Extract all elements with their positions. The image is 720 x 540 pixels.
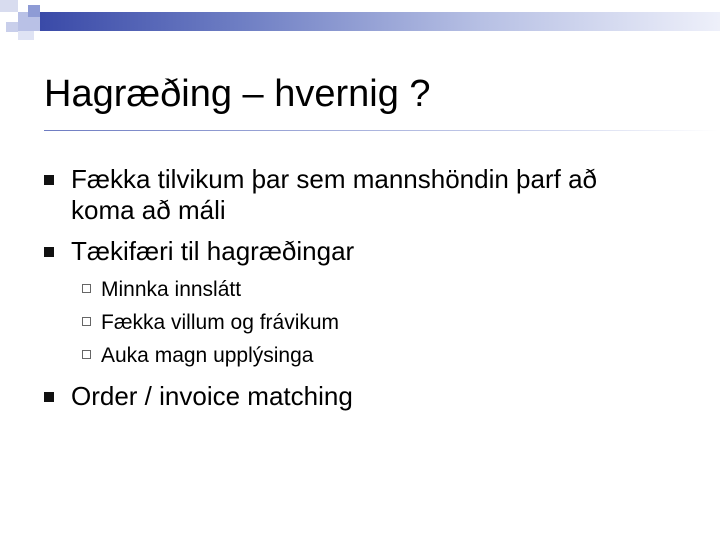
slide-title: Hagræðing – hvernig ? bbox=[44, 73, 431, 115]
square-bullet-icon bbox=[44, 392, 54, 402]
hollow-square-bullet-icon bbox=[82, 284, 91, 293]
header-square bbox=[6, 22, 18, 32]
sub-bullet-text: Minnka innslátt bbox=[101, 278, 242, 301]
header-gradient-band bbox=[40, 12, 720, 31]
decorative-header bbox=[0, 0, 720, 40]
hollow-square-bullet-icon bbox=[82, 350, 91, 359]
sub-bullet-text: Fækka villum og frávikum bbox=[101, 311, 340, 334]
bullet-text: Tækifæri til hagræðingar bbox=[71, 236, 355, 266]
header-square bbox=[0, 0, 18, 12]
square-bullet-icon bbox=[44, 247, 54, 257]
sub-bullet-text: Auka magn upplýsinga bbox=[101, 344, 314, 367]
square-bullet-icon bbox=[44, 175, 54, 185]
hollow-square-bullet-icon bbox=[82, 317, 91, 326]
header-square bbox=[28, 5, 40, 17]
header-square bbox=[18, 31, 34, 40]
bullet-text: Order / invoice matching bbox=[71, 381, 353, 411]
title-divider bbox=[44, 130, 718, 131]
bullet-text: Fækka tilvikum þar sem mannshöndin þarf að koma að máli bbox=[71, 164, 598, 225]
